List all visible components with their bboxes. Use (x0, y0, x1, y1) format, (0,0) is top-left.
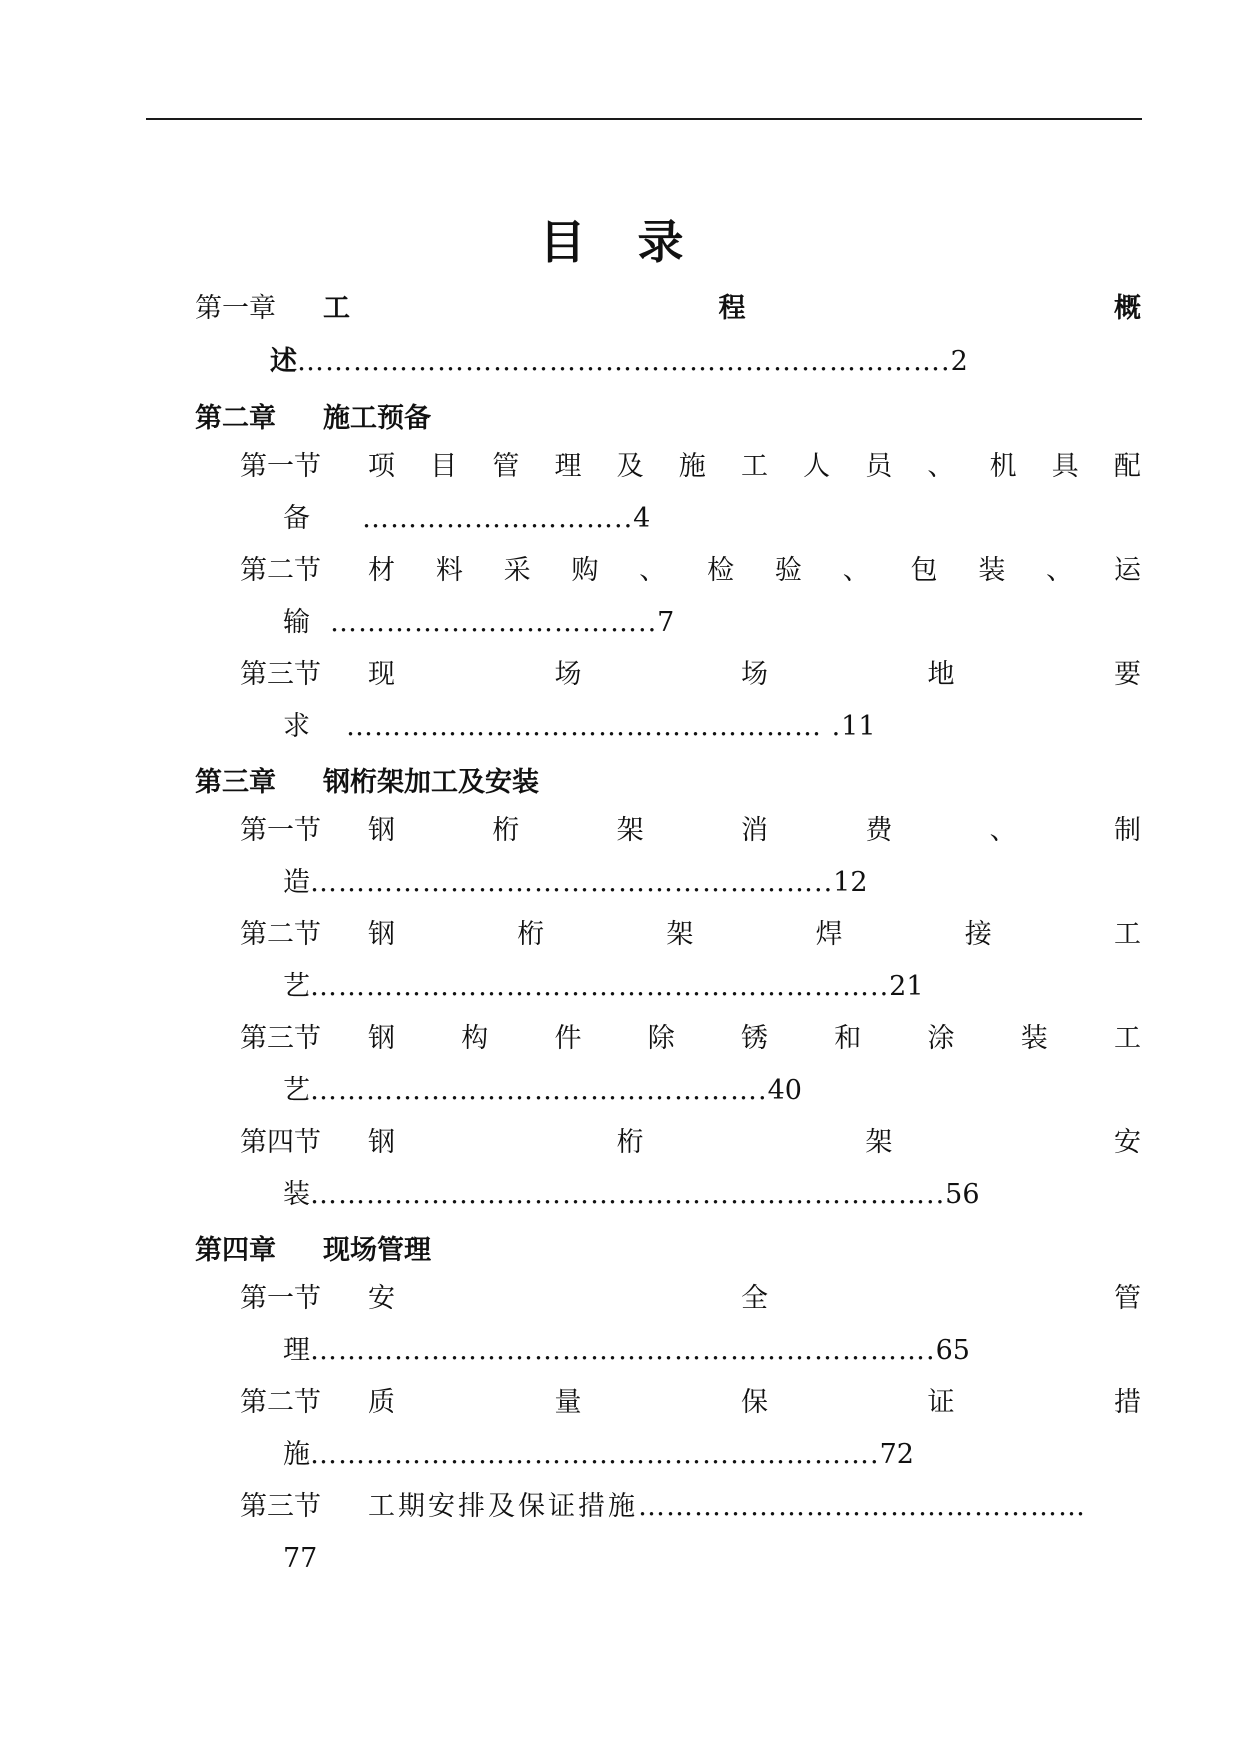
toc-entry-4-3-continuation[interactable] (283, 1534, 317, 1584)
toc-title-char: 钢 (368, 1023, 395, 1054)
toc-title-char: 运 (1113, 555, 1141, 586)
toc-title-char: 工 (1113, 919, 1141, 950)
toc-title-char: 机 (989, 451, 1017, 482)
toc-title-char: 、 (989, 815, 1017, 846)
chapter-label: 第三章 (195, 766, 276, 798)
page-number: 72 (879, 1439, 914, 1470)
toc-title-cont: 艺 (283, 1075, 310, 1106)
page-title: 目 录 (539, 215, 702, 269)
toc-title-char: 桁 (616, 1127, 644, 1158)
toc-title-char: 装 (978, 555, 1006, 586)
toc-title-justified (368, 546, 1141, 596)
toc-title-char: 制 (1113, 815, 1141, 846)
leader-dots: …………………………………………………………. (310, 1335, 936, 1366)
toc-title-cont: 求 (283, 711, 310, 742)
toc-title-char: 管 (1114, 1283, 1141, 1314)
toc-entry-3-3-continuation[interactable] (283, 1066, 802, 1116)
toc-title-char: 量 (554, 1387, 582, 1418)
chapter-label: 第一章 (195, 293, 276, 324)
chapter-label: 第二章 (195, 402, 276, 434)
toc-entry-2-2[interactable] (240, 546, 1141, 596)
page-number: 2 (950, 346, 968, 377)
toc-title-char: 概 (1114, 293, 1141, 324)
toc-title-char: 材 (368, 555, 395, 586)
toc-title-char: 购 (571, 555, 599, 586)
toc-title-char: 除 (647, 1023, 675, 1054)
toc-title-justified (368, 1378, 1141, 1428)
toc-title-char: 证 (927, 1387, 955, 1418)
toc-title-char: 钢 (368, 815, 395, 846)
toc-title-char: 验 (774, 555, 802, 586)
section-label: 第二节 (240, 919, 321, 950)
toc-title-char: 配 (1113, 451, 1141, 482)
toc-entry-4-1[interactable] (240, 1274, 1141, 1324)
leader-dots: …………………………………………………….. (310, 971, 890, 1002)
toc-title-char: 架 (666, 919, 694, 950)
toc-title-char: 、 (1046, 555, 1074, 586)
toc-entry-4-2[interactable] (240, 1378, 1141, 1428)
toc-title-char: 装 (1020, 1023, 1048, 1054)
toc-entry-4-1-continuation[interactable] (283, 1326, 970, 1376)
toc-title-char: 地 (927, 659, 955, 690)
page-number: 7 (657, 607, 675, 638)
toc-title-char: 料 (435, 555, 463, 586)
toc-title-char: 及 (616, 451, 644, 482)
chapter-title: 钢桁架加工及安装 (323, 766, 539, 798)
toc-title-char: 质 (368, 1387, 395, 1418)
toc-title-char: 全 (741, 1283, 768, 1314)
toc-title-char: 架 (865, 1127, 893, 1158)
toc-title-char: 接 (964, 919, 992, 950)
toc-title-char: 钢 (368, 919, 395, 950)
section-label: 第三节 (240, 1491, 321, 1522)
header-rule (146, 118, 1142, 120)
toc-title-justified (368, 442, 1141, 492)
toc-chapter-4-heading[interactable] (195, 1222, 431, 1272)
toc-entry-3-1-continuation[interactable] (283, 858, 868, 908)
toc-title-cont: 艺 (283, 971, 310, 1002)
page-number: 12 (833, 867, 868, 898)
toc-title-char: 、 (927, 451, 955, 482)
toc-title-char: 包 (910, 555, 938, 586)
toc-entry-3-4[interactable] (240, 1118, 1141, 1168)
section-label: 第一节 (240, 451, 321, 482)
toc-title-char: 工 (1114, 1023, 1141, 1054)
toc-title-char: 、 (639, 555, 667, 586)
toc-entry-chapter-1[interactable] (195, 284, 1141, 334)
toc-title-char: 保 (741, 1387, 768, 1418)
toc-title-char: 消 (740, 815, 768, 846)
toc-entry-3-1[interactable] (240, 806, 1141, 856)
toc-title-char: 施 (678, 451, 706, 482)
toc-entry-4-2-continuation[interactable] (283, 1430, 914, 1480)
toc-chapter-2-heading[interactable] (195, 390, 431, 440)
toc-title-char: 场 (554, 659, 582, 690)
toc-title-cont: 备 (283, 503, 310, 534)
page-number: 11 (841, 711, 876, 742)
toc-title-char: 理 (554, 451, 582, 482)
toc-title-char: 、 (842, 555, 870, 586)
toc-title-char: 钢 (368, 1127, 395, 1158)
toc-title-char: 场 (741, 659, 768, 690)
leader-dots: ……………………………………………………. (310, 1439, 880, 1470)
section-title: 工期安排及保证措施 (368, 1491, 638, 1522)
section-label: 第一节 (240, 815, 321, 846)
toc-title-cont: 施 (283, 1439, 310, 1470)
page-number: 40 (767, 1075, 802, 1106)
toc-title-char: 构 (461, 1023, 489, 1054)
toc-title-char: 费 (865, 815, 893, 846)
toc-entry-3-2-continuation[interactable] (283, 962, 924, 1012)
leader-dots: …………………………………………. (310, 1075, 768, 1106)
toc-title-char: 安 (368, 1283, 395, 1314)
toc-title-char: 具 (1051, 451, 1079, 482)
toc-title-char: 架 (616, 815, 644, 846)
page-number: 56 (945, 1179, 980, 1210)
page-number: 65 (935, 1335, 970, 1366)
page-number: 21 (889, 971, 924, 1002)
toc-title-char: 采 (503, 555, 531, 586)
toc-title-char: 人 (803, 451, 831, 482)
toc-entry-2-2-continuation[interactable] (283, 598, 674, 648)
toc-title-char: 件 (554, 1023, 582, 1054)
chapter-title: 施工预备 (323, 402, 431, 434)
toc-title-justified (323, 284, 1141, 334)
leader-dots: …………………………….. (330, 607, 658, 638)
toc-title-char: 工 (323, 293, 350, 324)
toc-entry-2-1[interactable] (240, 442, 1141, 492)
toc-title-char: 程 (718, 293, 746, 324)
toc-title-char: 检 (707, 555, 735, 586)
toc-title-char: 项 (368, 451, 395, 482)
toc-entry-4-3[interactable] (240, 1482, 1141, 1532)
leader-dots: ………………………………………………………….. (310, 1179, 946, 1210)
leader-dots: ……………………………………………….. (310, 867, 834, 898)
toc-title-char: 现 (368, 659, 395, 690)
chapter-title: 现场管理 (323, 1234, 431, 1266)
toc-entry-3-2[interactable] (240, 910, 1141, 960)
toc-title-char: 焊 (815, 919, 843, 950)
toc-title-char: 管 (492, 451, 520, 482)
toc-entry-3-4-continuation[interactable] (283, 1170, 980, 1220)
toc-chapter-3-heading[interactable] (195, 754, 539, 804)
toc-title-char: 措 (1114, 1387, 1141, 1418)
leader-dots: ……………………….. (362, 503, 634, 534)
toc-entry-2-3-continuation[interactable] (283, 702, 876, 752)
toc-entry-3-3[interactable] (240, 1014, 1141, 1064)
section-label: 第二节 (240, 555, 321, 586)
section-label: 第三节 (240, 1023, 321, 1054)
toc-entry-2-1-continuation[interactable] (283, 494, 650, 544)
toc-title-char: 员 (865, 451, 893, 482)
leader-dots: ……………………………………………………………. (297, 346, 951, 377)
toc-title-char: 桁 (517, 919, 545, 950)
toc-title-cont: 理 (283, 1335, 310, 1366)
page-number: 77 (283, 1543, 318, 1574)
toc-title-char: 桁 (492, 815, 520, 846)
toc-title-justified (368, 806, 1141, 856)
leader-dots: …………………………………………… . (346, 711, 842, 742)
toc-title-justified (368, 1014, 1141, 1064)
toc-title-char: 锈 (741, 1023, 768, 1054)
toc-entry-2-3[interactable] (240, 650, 1141, 700)
section-label: 第四节 (240, 1127, 321, 1158)
toc-title-cont: 造 (283, 867, 310, 898)
toc-title-justified (368, 1274, 1141, 1324)
toc-title-char: 目 (430, 451, 458, 482)
section-label: 第一节 (240, 1283, 321, 1314)
leader-dots: ………………………………………… (638, 1491, 1086, 1522)
toc-title-cont: 装 (283, 1179, 310, 1210)
toc-title-justified (368, 1118, 1141, 1168)
toc-title-char: 工 (740, 451, 768, 482)
section-label: 第二节 (240, 1387, 321, 1418)
toc-entry-chapter-1-continuation[interactable] (270, 337, 968, 387)
toc-title-justified (368, 650, 1141, 700)
toc-title-char: 安 (1113, 1127, 1141, 1158)
toc-title-cont: 输 (283, 607, 310, 638)
toc-title-char: 涂 (927, 1023, 955, 1054)
chapter-label: 第四章 (195, 1234, 276, 1266)
page-number: 4 (633, 503, 651, 534)
toc-title-char: 要 (1114, 659, 1141, 690)
toc-title-char: 和 (834, 1023, 862, 1054)
toc-title-cont: 述 (270, 346, 297, 377)
toc-title-justified (368, 910, 1141, 960)
section-label: 第三节 (240, 659, 321, 690)
